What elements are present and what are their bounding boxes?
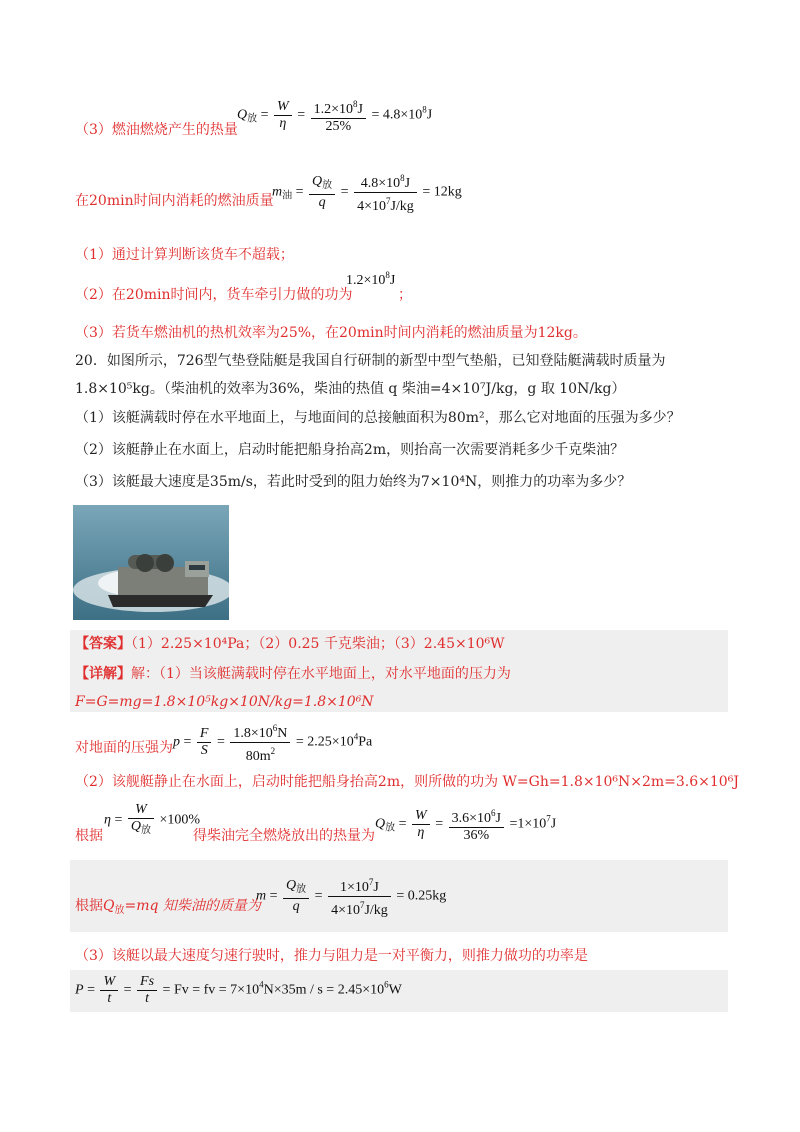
mass-label: 在20min时间内消耗的燃油质量 xyxy=(75,193,274,209)
detail-line: 【详解】解：（1）当该艇满载时停在水平地面上，对水平地面的压力为 xyxy=(75,666,511,682)
force-equation: F=G=mg=1.8×10⁵kg×10N/kg=1.8×10⁶N xyxy=(75,694,374,710)
heat-formula-2: $Q_放$ = $\frac{W}{\eta}$ = $\frac{3.6\times 10^6J}{36\%}$ $=1\times 10^7J$ xyxy=(375,805,556,844)
summary-2: （2）在20min时间内，货车牵引力做的功为 xyxy=(75,287,353,303)
summary-2-value: $1.2\times 10^8J$ xyxy=(346,270,396,288)
summary-1: （1）通过计算判断该货车不超载； xyxy=(75,247,294,263)
heat-label: （3）燃油燃烧产生的热量 xyxy=(75,122,238,138)
power-label: （3）该艇以最大速度匀速行驶时，推力与阻力是一对平衡力，则推力做功的功率是 xyxy=(75,948,588,964)
q20-stem-1: 20．如图所示，726型气垫登陆艇是我国自行研制的新型中型气垫船，已知登陆艇满载时质量为 xyxy=(75,353,666,369)
basis-label: 根据 xyxy=(75,828,103,844)
answer-line: 【答案】（1）2.25×10⁴Pa；（2）0.25 千克柴油；（3）2.45×10⁶W xyxy=(75,636,505,652)
summary-3: （3）若货车燃油机的热机效率为25%，在20min时间内消耗的燃油质量为12kg。 xyxy=(75,325,587,341)
heat-label-2: 得柴油完全燃烧放出的热量为 xyxy=(193,828,375,844)
mass-formula-2: m = $\frac{Q_放}{q}$ = $\frac{1\times 10^7J}{4\times 10^7J/kg}$ = 0.25kg xyxy=(256,874,446,919)
mass-formula: $m_油$ = $\frac{Q_放}{q}$ = $\frac{4.8\times 10^8J}{4\times 10^7J/kg}$ = 12kg xyxy=(272,170,462,215)
hovercraft-photo xyxy=(73,505,229,620)
pressure-label: 对地面的压强为 xyxy=(75,740,173,756)
q20-sub-2: （2）该艇静止在水面上，启动时能把船身抬高2m，则抬高一次需要消耗多少千克柴油？ xyxy=(75,442,625,458)
work-line: （2）该舰艇静止在水面上，启动时能把船身抬高2m，则所做的功为 W=Gh=1.8×10⁶N×2m=3.6×10⁶J xyxy=(75,774,739,790)
heat-formula: $Q_放$ = $\frac{W}{\eta}$ = $\frac{1.2\times 10^8J}{25\%}$ = $4.8\times 10^8J$ xyxy=(237,96,432,135)
q20-stem-2: 1.8×10⁵kg。（柴油机的效率为36%，柴油的热值 q 柴油=4×10⁷J/kg，g 取 10N/kg） xyxy=(75,381,626,397)
efficiency-formula: η = $\frac{W}{Q_放}$ ×100% xyxy=(104,802,201,836)
q20-sub-3: （3）该艇最大速度是35m/s，若此时受到的阻力始终为7×10⁴N，则推力的功率为多少？ xyxy=(75,474,632,490)
mass-label-2: 根据$Q_放=mq$ 知柴油的质量为 xyxy=(75,898,261,916)
pressure-formula: p = $\frac{F}{S}$ = $\frac{1.8\times 10^6N}{80m^2}$ = $2.25\times 10^4Pa$ xyxy=(173,720,372,765)
power-formula: P = $\frac{W}{t}$ = $\frac{Fs}{t}$ = Fv = fv = $7\times 10^4N\times 35m / s = 2.45\times 10^6W$ xyxy=(75,974,402,1006)
summary-2-suffix: ； xyxy=(398,287,412,303)
q20-sub-1: （1）该艇满载时停在水平地面上，与地面间的总接触面积为80m²，那么它对地面的压强为多少？ xyxy=(75,410,681,426)
